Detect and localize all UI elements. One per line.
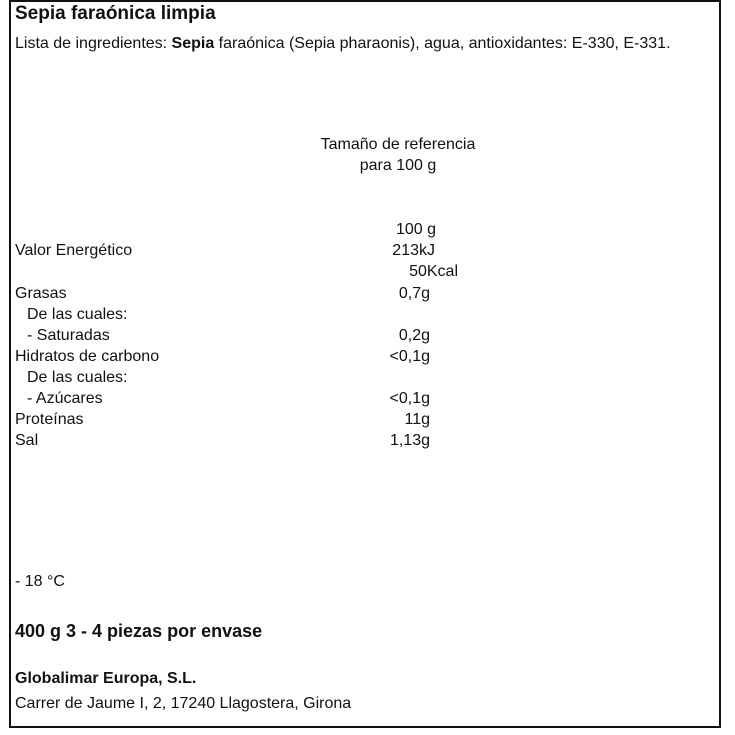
- nutrient-value-protein: 11g: [404, 411, 430, 428]
- nutrient-value-carbohydrates: <0,1g: [389, 348, 430, 365]
- ingredients-allergen: Sepia: [171, 35, 215, 52]
- storage-temperature: - 18 °C: [15, 573, 65, 590]
- energy-label: Valor Energético: [15, 242, 133, 259]
- reference-line-1: Tamaño de referencia: [320, 136, 476, 153]
- company-address: Carrer de Jaume I, 2, 17240 Llagostera, Girona: [15, 695, 352, 712]
- nutrient-label-of-which-2: De las cuales:: [27, 369, 128, 386]
- nutrient-label-sugars: - Azúcares: [27, 390, 103, 407]
- reference-line-2: para 100 g: [359, 157, 437, 174]
- nutrient-label-salt: Sal: [15, 432, 39, 449]
- energy-kcal-value: 50Kcal: [409, 263, 458, 280]
- ingredients-list: [15, 33, 695, 54]
- nutrient-label-saturated: - Saturadas: [27, 327, 110, 344]
- nutrient-label-carbohydrates: Hidratos de carbono: [15, 348, 160, 365]
- nutrient-label-of-which-1: De las cuales:: [27, 306, 128, 323]
- nutrition-column-header: 100 g: [395, 221, 436, 238]
- reference-size: [240, 134, 556, 176]
- nutrient-value-fat: 0,7g: [398, 285, 430, 302]
- energy-kj-value: 213kJ: [392, 242, 435, 259]
- ingredients-prefix: Lista de ingredientes:: [15, 35, 172, 52]
- nutrient-label-protein: Proteínas: [15, 411, 84, 428]
- company-name: Globalimar Europa, S.L.: [15, 670, 197, 687]
- ingredients-rest: faraónica (Sepia pharaonis), agua, antioxidantes: E-330, E-331.: [214, 35, 671, 52]
- product-title: Sepia faraónica limpia: [15, 3, 216, 24]
- nutrient-value-sugars: <0,1g: [389, 390, 430, 407]
- package-weight: 400 g 3 - 4 piezas por envase: [15, 621, 263, 641]
- nutrient-label-fat: Grasas: [15, 285, 67, 302]
- nutrient-value-salt: 1,13g: [389, 432, 430, 449]
- nutrient-value-saturated: 0,2g: [398, 327, 430, 344]
